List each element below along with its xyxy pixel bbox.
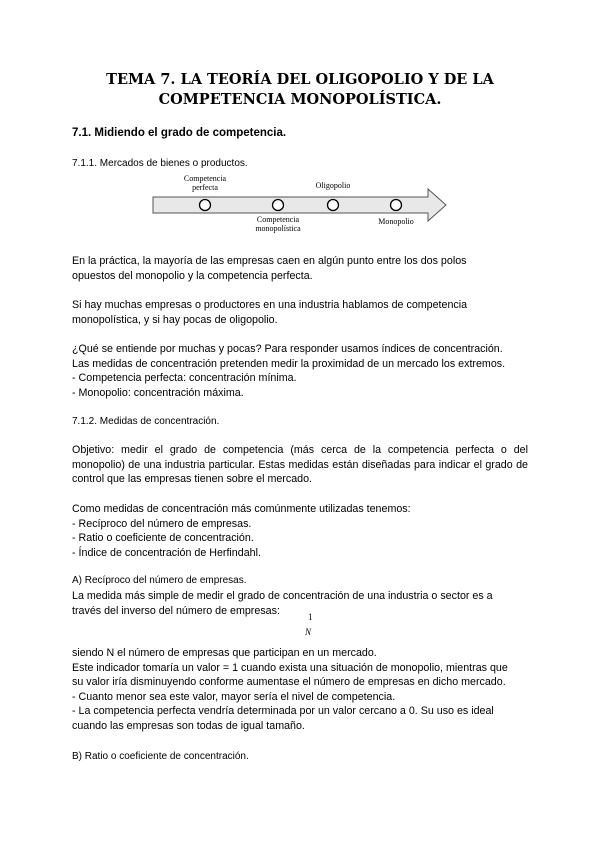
label-competencia-perfecta: Competencia perfecta bbox=[183, 174, 227, 192]
marker-competencia-perfecta bbox=[200, 200, 211, 211]
paragraph-practica: En la práctica, la mayoría de las empresas caen en algún punto entre los dos polos opuestos del monopolio y la competencia perfecta. bbox=[72, 255, 467, 282]
title-line-1: TEMA 7. LA TEORÍA DEL OLIGOPOLIO Y DE LA bbox=[106, 71, 494, 88]
paragraph-objetivo: Objetivo: medir el grado de competencia (más cerca de la competencia perfecta o del monopolio) de una industria particular. Estas medidas están diseñadas para indicar el grado de control que las empresas tienen sobre el mercado. bbox=[72, 444, 528, 486]
label-monopolio: Monopolio bbox=[378, 217, 414, 226]
marker-competencia-monopolistica bbox=[273, 200, 284, 211]
subsection-heading-a: A) Recíproco del número de empresas. bbox=[72, 575, 247, 586]
formula-denominator: N bbox=[305, 627, 312, 637]
paragraph-muchas-pocas: ¿Qué se entiende por muchas y pocas? Para responder usamos índices de concentración. Las medidas de concentración pretenden medir la proximidad de un mercado los extremos. - Competencia perfecta: concentración mínima. - Monopolio: concentración máxima. bbox=[72, 342, 528, 400]
list-item: - Cuanto menor sea este valor, mayor sería el nivel de competencia. bbox=[72, 690, 396, 703]
subsection-heading-b: B) Ratio o coeficiente de concentración. bbox=[72, 751, 249, 762]
list-item: - Ratio o coeficiente de concentración. bbox=[72, 532, 254, 545]
list-item: - Monopolio: concentración máxima. bbox=[72, 386, 244, 399]
list-item: - La competencia perfecta vendría determinada por un valor cercano a 0. Su uso es ideal bbox=[72, 705, 494, 718]
paragraph-muchas-empresas: Si hay muchas empresas o productores en una industria hablamos de competencia monopolística, y si hay pocas de oligopolio. bbox=[72, 299, 468, 326]
marker-monopolio bbox=[391, 200, 402, 211]
paragraph-reciproco-intro: La medida más simple de medir el grado de concentración de una industria o sector es a través del inverso del número de empresas: bbox=[72, 590, 493, 617]
list-item: - Índice de concentración de Herfindahl. bbox=[72, 546, 261, 559]
paragraph-medidas: Como medidas de concentración más comúnmente utilizadas tenemos: - Recíproco del número de empresas. - Ratio o coeficiente de concentración. - Índice de concentración de Herfindahl. bbox=[72, 502, 528, 560]
document-title bbox=[100, 70, 500, 110]
label-oligopolio: Oligopolio bbox=[315, 181, 351, 190]
list-item: - Recíproco del número de empresas. bbox=[72, 517, 252, 530]
list-item: - Competencia perfecta: concentración mínima. bbox=[72, 372, 297, 385]
title-line-2: COMPETENCIA MONOPOLÍSTICA. bbox=[158, 91, 442, 108]
formula-numerator: 1 bbox=[308, 612, 313, 622]
section-heading-7-1-2: 7.1.2. Medidas de concentración. bbox=[72, 416, 220, 427]
paragraph-reciproco-body: siendo N el número de empresas que participan en un mercado. Este indicador tomaría un valor = 1 cuando exista una situación de monopolio, mientras que su valor iría disminuyendo conforme aumentase el número de empresas en dicho mercado. - Cuanto menor sea este valor, mayor sería el nivel de competencia. - La competencia perfecta vendría determinada por un valor cercano a 0. Su uso es ideal cuando las empresas son todas de igual tamaño. bbox=[72, 646, 528, 734]
label-competencia-monopolistica: Competencia monopolística bbox=[255, 215, 301, 233]
section-heading-7-1: 7.1. Midiendo el grado de competencia. bbox=[72, 127, 287, 139]
marker-oligopolio bbox=[328, 200, 339, 211]
section-heading-7-1-1: 7.1.1. Mercados de bienes o productos. bbox=[72, 158, 248, 169]
competition-spectrum-diagram bbox=[150, 172, 450, 234]
